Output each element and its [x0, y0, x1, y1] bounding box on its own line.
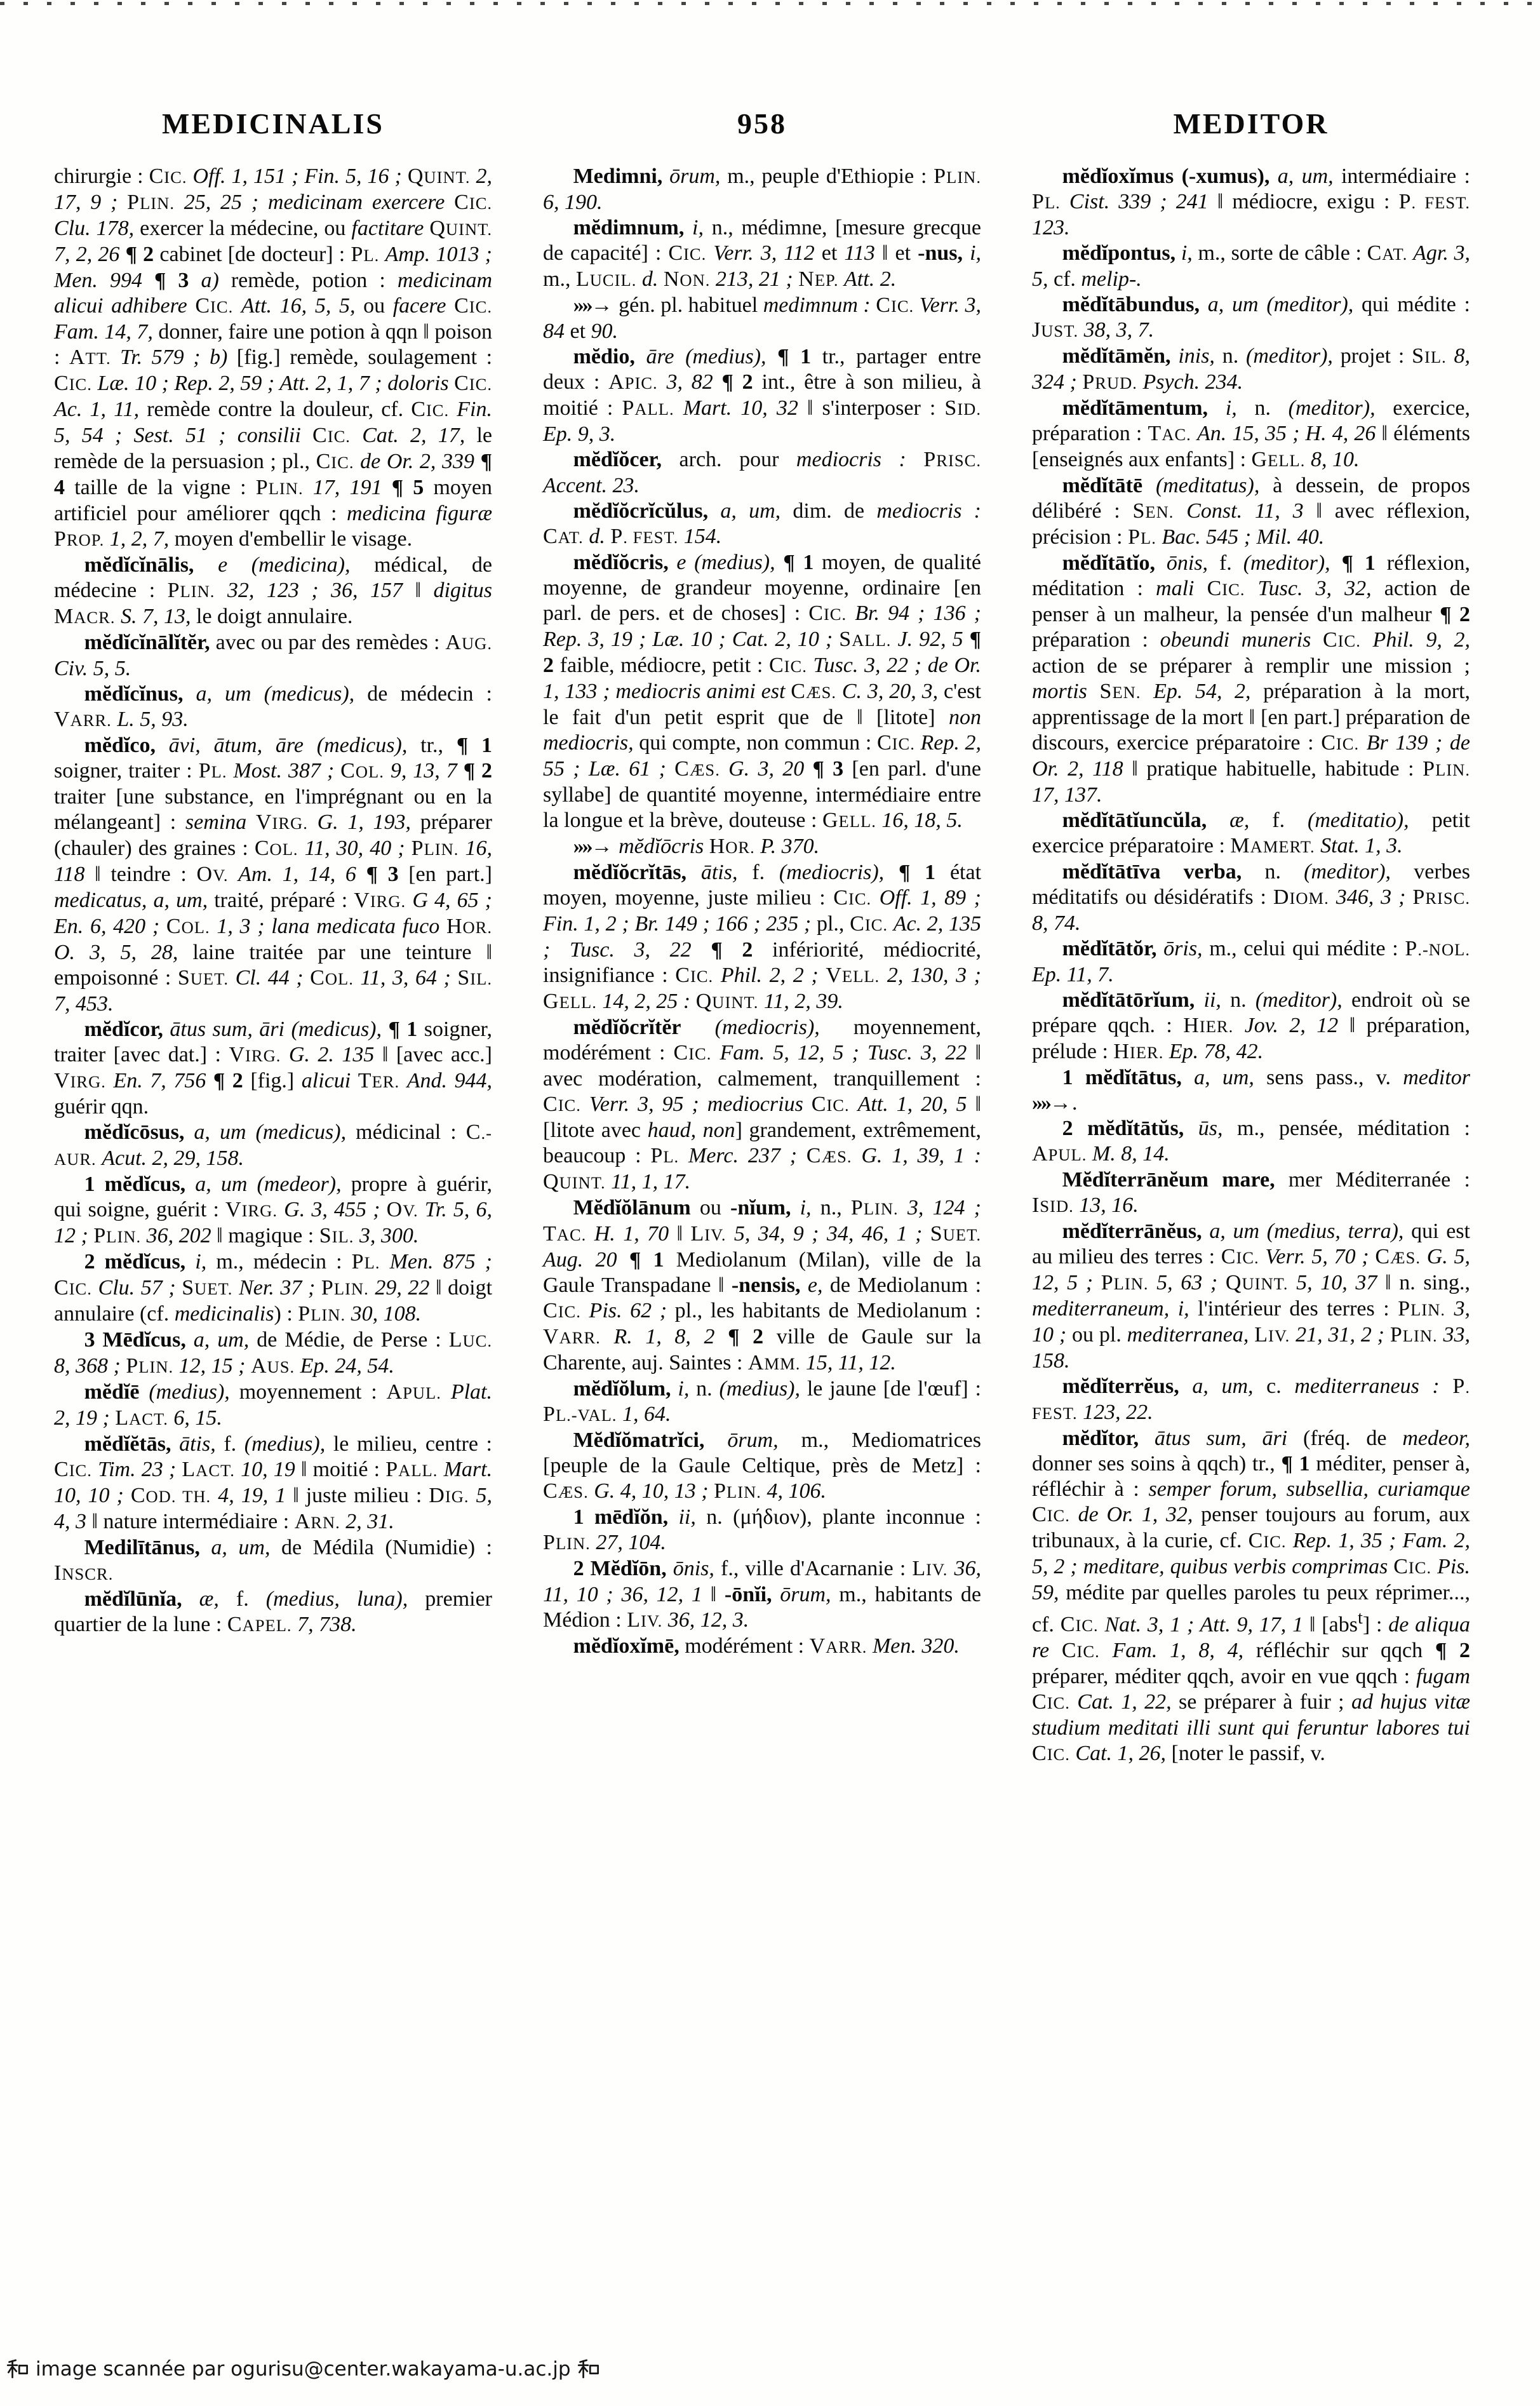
author-abbreviation: VIRG.: [255, 810, 308, 834]
author-abbreviation: LACT.: [115, 1406, 168, 1430]
author-abbreviation: TAC.: [543, 1222, 587, 1246]
author-abbreviation: LIV.: [912, 1557, 948, 1580]
author-abbreviation: MACR.: [54, 605, 116, 628]
author-abbreviation: SIL.: [319, 1224, 354, 1247]
entry-paragraph: 2 mĕdĭtātŭs, ūs, m., pensée, méditation : APUL. M. 8, 14.: [1032, 1117, 1471, 1166]
author-abbreviation: CIC.: [1322, 628, 1361, 652]
author-abbreviation: CIC.: [673, 1041, 712, 1065]
author-abbreviation: LUCIL.: [575, 267, 637, 291]
entry-paragraph: mĕdĭtātĭuncŭla, æ, f. (meditatio), petit exercice préparatoire : MAMERT. Stat. 1, 3.: [1032, 809, 1470, 857]
author-abbreviation: CAT.: [543, 525, 584, 548]
entry-paragraph: mĕdĭtātŏr, ōris, m., celui qui médite : P.-NOL. Ep. 11, 7.: [1032, 937, 1471, 986]
scan-edge-artifacts: [0, 2, 1540, 5]
scanner-credit-footer: [6, 2358, 600, 2381]
entry-paragraph: mĕdĭĕtās, ātis, f. (medius), le milieu, centre : CIC. Tim. 23 ; LACT. 10, 19 ‖ moitié : PALL. Mart. 10, 10 ; COD. TH. 4, 19, 1 ‖ juste milieu : DIG. 5, 4, 3 ‖ nature intermédiaire : ARN. 2, 31.: [54, 1432, 493, 1533]
author-abbreviation: SEN.: [1132, 499, 1174, 523]
author-abbreviation: C.-AUR.: [54, 1120, 492, 1169]
author-abbreviation: CIC.: [454, 372, 493, 395]
author-abbreviation: ARN.: [294, 1510, 340, 1533]
author-abbreviation: VARR.: [543, 1325, 601, 1348]
entry-paragraph: mĕdĭoxĭmus (-xumus), a, um, intermédiaire : PL. Cist. 339 ; 241 ‖ médiocre, exigu : P. FEST. 123.: [1032, 165, 1471, 239]
author-abbreviation: PLIN.: [543, 1531, 591, 1554]
column-1: [54, 164, 492, 1638]
author-abbreviation: VARR.: [809, 1634, 867, 1658]
author-abbreviation: CÆS.: [674, 757, 720, 781]
entry-paragraph: mĕdĭterrānĕus, a, um (medius, terra), qui est au milieu des terres : CIC. Verr. 5, 70 ; CÆS. G. 5, 12, 5 ; PLIN. 5, 63 ; QUINT. 5, 10, 37 ‖ n. sing., mediterraneum, i, l'intérieur des terres : PLIN. 3, 10 ; ou pl. mediterranea, LIV. 21, 31, 2 ; PLIN. 33, 158.: [1032, 1220, 1471, 1373]
author-abbreviation: PROP.: [54, 527, 105, 551]
entry-paragraph: mĕdĭtāmĕn, inis, n. (meditor), projet : SIL. 8, 324 ; PRUD. Psych. 234.: [1032, 344, 1471, 394]
entry-paragraph: mĕdimnum, i, n., médimne, [mesure grecque de capacité] : CIC. Verr. 3, 112 et 113 ‖ et -nus, i, m., LUCIL. d. NON. 213, 21 ; NEP. Att. 2.: [543, 216, 982, 291]
entry-paragraph: mĕdĭco, āvi, ātum, āre (medicus), tr., ¶ 1 soigner, traiter : PL. Most. 387 ; COL. 9, 13, 7 ¶ 2 traiter [une substance, en l'imprégnant ou en la mélangeant] : semina VIRG. G. 1, 193, préparer (chauler) des graines : COL. 11, 30, 40 ; PLIN. 16, 118 ‖ teindre : OV. Am. 1, 14, 6 ¶ 3 [en part.] medicatus, a, um, traité, préparé : VIRG. G 4, 65 ; En. 6, 420 ; COL. 1, 3 ; lana medicata fuco HOR. O. 3, 5, 28, laine traitée par une teinture ‖ empoisonné : SUET. Cl. 44 ; COL. 11, 3, 64 ; SIL. 7, 453.: [54, 734, 493, 1016]
author-abbreviation: CÆS.: [791, 680, 837, 703]
entry-paragraph: mĕdĭoxĭmē, modérément : VARR. Men. 320.: [573, 1634, 960, 1658]
author-abbreviation: CIC.: [454, 294, 492, 318]
author-abbreviation: P.-NOL.: [1405, 937, 1471, 960]
author-abbreviation: COL.: [166, 915, 210, 938]
author-abbreviation: VIRG.: [54, 1069, 106, 1092]
author-abbreviation: ISID.: [1032, 1193, 1074, 1217]
author-abbreviation: PALL.: [385, 1458, 438, 1481]
author-abbreviation: CIC.: [1032, 1742, 1070, 1766]
author-abbreviation: PLIN.: [934, 165, 981, 188]
entry-paragraph: »»→ gén. pl. habituel medimnum : CIC. Verr. 3, 84 et 90.: [543, 293, 981, 343]
entry-paragraph: 1 mĕdĭtātus, a, um, sens pass., v. meditor »»→ .: [1032, 1066, 1471, 1115]
author-abbreviation: VIRG.: [354, 889, 406, 912]
author-abbreviation: CAPEL.: [227, 1613, 292, 1636]
author-abbreviation: CIC.: [876, 731, 915, 755]
author-abbreviation: PLIN.: [167, 579, 215, 602]
author-abbreviation: JUST.: [1032, 318, 1079, 342]
author-abbreviation: CIC.: [833, 886, 872, 910]
author-abbreviation: HOR.: [446, 915, 493, 938]
author-abbreviation: GELL.: [1251, 448, 1306, 471]
author-abbreviation: CIC.: [543, 1092, 581, 1116]
author-abbreviation: LIV.: [1254, 1323, 1290, 1347]
entry-paragraph: mĕdĭcĭnus, a, um (medicus), de médecin : VARR. L. 5, 93.: [54, 682, 492, 731]
author-abbreviation: TAC.: [1148, 422, 1191, 445]
author-abbreviation: QUINT.: [429, 217, 493, 240]
author-abbreviation: PLIN.: [1423, 757, 1470, 781]
author-abbreviation: CIC.: [1032, 1690, 1070, 1714]
entry-paragraph: mĕdĭlūnĭa, æ, f. (medius, luna), premier quartier de la lune : CAPEL. 7, 738.: [54, 1587, 493, 1636]
author-abbreviation: QUINT.: [543, 1170, 606, 1193]
entry-paragraph: mĕdĭŏcer, arch. pour mediocris : PRISC. Accent. 23.: [543, 448, 982, 497]
author-abbreviation: SID.: [944, 396, 981, 420]
author-abbreviation: CIC.: [668, 241, 707, 265]
author-abbreviation: P. FEST.: [610, 525, 679, 548]
author-abbreviation: PL.: [198, 759, 227, 783]
author-abbreviation: CIC.: [411, 398, 450, 421]
author-abbreviation: APUL.: [1032, 1142, 1087, 1166]
remark-arrow-icon: »»→: [1032, 1091, 1069, 1115]
author-abbreviation: QUINT.: [1225, 1271, 1289, 1294]
column-3: [1032, 164, 1470, 1767]
author-abbreviation: DIOM.: [1273, 885, 1329, 909]
entry-paragraph: mĕdĭtābundus, a, um (meditor), qui médite : JUST. 38, 3, 7.: [1032, 293, 1470, 342]
entry-paragraph: Mĕdĭŏlānum ou -nĭum, i, n., PLIN. 3, 124 ; TAC. H. 1, 70 ‖ LIV. 5, 34, 9 ; 34, 46, 1 ; SUET. Aug. 20 ¶ 1 Mediolanum (Milan), ville de la Gaule Transpadane ‖ -nensis, e, de Mediolanum : CIC. Pis. 62 ; pl., les habitants de Mediolanum : VARR. R. 1, 8, 2 ¶ 2 ville de Gaule sur la Charente, auj. Saintes : AMM. 15, 11, 12.: [543, 1196, 982, 1374]
author-abbreviation: VARR.: [54, 708, 112, 731]
author-abbreviation: NEP.: [798, 267, 839, 291]
author-abbreviation: HOR.: [709, 835, 755, 858]
author-abbreviation: CIC.: [312, 424, 351, 447]
entry-paragraph: mĕdĭtāmentum, i, n. (meditor), exercice, préparation : TAC. An. 15, 35 ; H. 4, 26 ‖ éléments [enseignés aux enfants] : GELL. 8, 10.: [1032, 396, 1471, 471]
entry-paragraph: mĕdio, āre (medius), ¶ 1 tr., partager entre deux : APIC. 3, 82 ¶ 2 int., être à son milieu, à moitié : PALL. Mart. 10, 32 ‖ s'interposer : SID. Ep. 9, 3.: [543, 345, 981, 446]
author-abbreviation: PLIN.: [1389, 1323, 1438, 1347]
author-abbreviation: SUET.: [177, 966, 229, 990]
author-abbreviation: SUET.: [182, 1276, 233, 1300]
author-abbreviation: PLIN.: [255, 476, 304, 499]
author-abbreviation: HIER.: [1183, 1014, 1234, 1037]
author-abbreviation: VELL.: [826, 964, 880, 987]
entry-paragraph: mĕdĭē (medius), moyennement : APUL. Plat. 2, 19 ; LACT. 6, 15.: [54, 1380, 492, 1430]
remark-arrow-icon: »»→: [573, 835, 611, 858]
author-abbreviation: PLIN.: [126, 1354, 174, 1378]
author-abbreviation: CIC.: [54, 1276, 92, 1300]
author-abbreviation: PL.: [650, 1144, 680, 1167]
author-abbreviation: LIV.: [627, 1608, 663, 1632]
author-abbreviation: PLIN.: [850, 1196, 899, 1220]
author-abbreviation: CIC.: [195, 294, 234, 318]
author-abbreviation: PLIN.: [1101, 1271, 1149, 1294]
entry-paragraph: mĕdĭŏcrĭtās, ātis, f. (mediocris), ¶ 1 état moyen, moyenne, juste milieu : CIC. Off. 1, 89 ; Fin. 1, 2 ; Br. 149 ; 166 ; 235 ; pl., CIC. Ac. 2, 135 ; Tusc. 3, 22 ¶ 2 infériorité, médiocrité, insignifiance : CIC. Phil. 2, 2 ; VELL. 2, 130, 3 ; GELL. 14, 2, 25 : QUINT. 11, 2, 39.: [543, 861, 982, 1013]
entry-paragraph: mĕdĭtātĭo, ōnis, f. (meditor), ¶ 1 réflexion, méditation : mali CIC. Tusc. 3, 32, action de penser à un malheur, la pensée d'un malheur ¶ 2 préparation : obeundi muneris CIC. Phil. 9, 2, action de se préparer à remplir une mission ; mortis SEN. Ep. 54, 2, préparation à la mort, apprentissage de la mort ‖ [en part.] préparation de discours, exercice préparatoire : CIC. Br 139 ; de Or. 2, 118 ‖ pratique habituelle, habitude : PLIN. 17, 137.: [1032, 551, 1471, 807]
author-abbreviation: SALL.: [839, 628, 892, 651]
author-abbreviation: LACT.: [182, 1458, 235, 1481]
entry-paragraph: mĕdĭcor, ātus sum, āri (medicus), ¶ 1 soigner, traiter [avec dat.] : VIRG. G. 2. 135 ‖ [avec acc.] VIRG. En. 7, 756 ¶ 2 [fig.] alicui TER. And. 944, guérir qqn.: [54, 1018, 493, 1119]
author-abbreviation: AUS.: [250, 1354, 295, 1378]
entry-paragraph: Mĕdĭterrānĕum mare, mer Méditerranée : ISID. 13, 16.: [1032, 1168, 1470, 1217]
author-abbreviation: P. FEST.: [1398, 190, 1471, 213]
entry-paragraph: mĕdĭŏcrĭtĕr (mediocris), moyennement, modérément : CIC. Fam. 5, 12, 5 ; Tusc. 3, 22 ‖ avec modération, calmement, tranquillement : CIC. Verr. 3, 95 ; mediocrius CIC. Att. 1, 20, 5 ‖ [litote avec haud, non] grandement, extrêmement, beaucoup : PL. Merc. 237 ; CÆS. G. 1, 39, 1 : QUINT. 11, 1, 17.: [543, 1016, 982, 1193]
author-abbreviation: CIC.: [1393, 1555, 1432, 1578]
author-abbreviation: CIC.: [54, 1458, 92, 1481]
author-abbreviation: CIC.: [808, 602, 847, 625]
author-abbreviation: CIC.: [1032, 1503, 1070, 1526]
author-abbreviation: AMM.: [747, 1351, 801, 1374]
entry-paragraph: 3 Mēdĭcus, a, um, de Médie, de Perse : LUC. 8, 368 ; PLIN. 12, 15 ; AUS. Ep. 24, 54.: [54, 1328, 493, 1378]
entry-paragraph: »»→ mĕdĭōcris HOR. P. 370.: [573, 835, 820, 858]
author-abbreviation: PL.: [1128, 525, 1156, 549]
author-abbreviation: NON.: [663, 267, 711, 291]
author-abbreviation: CIC.: [1061, 1639, 1100, 1663]
author-abbreviation: INSCR.: [54, 1561, 114, 1585]
author-abbreviation: CIC.: [876, 293, 914, 317]
entry-paragraph: 2 Mĕdĭōn, ōnis, f., ville d'Acarnanie : LIV. 36, 11, 10 ; 36, 12, 1 ‖ -ōnĭi, ōrum, m., habitants de Médion : LIV. 36, 12, 3.: [543, 1557, 982, 1632]
author-abbreviation: LIV.: [690, 1222, 726, 1246]
author-abbreviation: VIRG.: [225, 1198, 278, 1221]
author-abbreviation: PLIN.: [93, 1224, 142, 1247]
author-abbreviation: CAT.: [1367, 241, 1408, 265]
entry-paragraph: mĕdĭŏcrĭcŭlus, a, um, dim. de mediocris : CAT. d. P. FEST. 154.: [543, 499, 981, 548]
author-abbreviation: CIC.: [316, 450, 354, 473]
author-abbreviation: PL.: [1032, 190, 1061, 213]
author-abbreviation: QUINT.: [407, 165, 471, 188]
entry-paragraph: Medilītānus, a, um, de Médila (Numidie) : INSCR.: [54, 1536, 492, 1585]
author-abbreviation: CIC.: [1207, 577, 1245, 600]
entry-paragraph: Medimni, ōrum, m., peuple d'Ethiopie : PLIN. 6, 190.: [543, 165, 981, 214]
author-abbreviation: OV.: [386, 1198, 418, 1221]
author-abbreviation: SIL.: [457, 966, 492, 990]
author-abbreviation: GELL.: [543, 990, 597, 1013]
author-abbreviation: COL.: [340, 759, 384, 783]
entry-paragraph: mĕdĭterrĕus, a, um, c. mediterraneus : P. FEST. 123, 22.: [1032, 1374, 1470, 1424]
author-abbreviation: QUINT.: [695, 990, 759, 1013]
author-abbreviation: HIER.: [1113, 1040, 1164, 1063]
author-abbreviation: PALL.: [622, 396, 674, 420]
kanji-wa-icon: [577, 2358, 600, 2381]
author-abbreviation: PRISC.: [1412, 885, 1471, 909]
author-abbreviation: APIC.: [608, 370, 658, 394]
entry-paragraph: mĕdĭtātōrĭum, ii, n. (meditor), endroit où se prépare qqch. : HIER. Jov. 2, 12 ‖ préparation, prélude : HIER. Ep. 78, 42.: [1032, 988, 1471, 1063]
author-abbreviation: COD. TH.: [130, 1484, 211, 1507]
author-abbreviation: PL.: [351, 243, 380, 266]
entry-paragraph: mĕdĭpontus, i, m., sorte de câble : CAT. Agr. 3, 5, cf. melip-.: [1032, 241, 1471, 291]
author-abbreviation: CIC.: [811, 1092, 850, 1116]
page-number: 958: [737, 107, 787, 140]
entry-paragraph: 1 mĕdĭcus, a, um (medeor), propre à guérir, qui soigne, guérit : VIRG. G. 3, 455 ; OV. Tr. 5, 6, 12 ; PLIN. 36, 202 ‖ magique : SIL. 3, 300.: [54, 1173, 493, 1247]
author-abbreviation: COL.: [254, 837, 298, 860]
entry-paragraph: mĕdĭŏcris, e (medius), ¶ 1 moyen, de qualité moyenne, de grandeur moyenne, ordinaire [en parl. de pers. et de choses] : CIC. Br. 94 ; 136 ; Rep. 3, 19 ; Læ. 10 ; Cat. 2, 10 ; SALL. J. 92, 5 ¶ 2 faible, médiocre, petit : CIC. Tusc. 3, 22 ; de Or. 1, 133 ; mediocris animi est CÆS. C. 3, 20, 3, c'est le fait d'un petit esprit que de ‖ [litote] non mediocris, qui compte, non commun : CIC. Rep. 2, 55 ; Læ. 61 ; CÆS. G. 3, 20 ¶ 3 [en parl. d'une syllabe] de quantité moyenne, intermédiaire entre la longue et la brève, douteuse : GELL. 16, 18, 5.: [543, 551, 982, 832]
scanner-credit-text: image scannée par ogurisu@center.wakayama-u.ac.jp: [36, 2358, 571, 2381]
author-abbreviation: MAMERT.: [1230, 834, 1315, 857]
author-abbreviation: CIC.: [850, 912, 888, 936]
author-abbreviation: CIC.: [1321, 731, 1360, 755]
running-head-left: MEDICINALIS: [162, 107, 384, 140]
entry-paragraph: 2 mĕdĭcus, i, m., médecin : PL. Men. 875 ; CIC. Clu. 57 ; SUET. Ner. 37 ; PLIN. 29, 22 ‖ doigt annulaire (cf. medicinalis) : PLIN. 30, 108.: [54, 1250, 493, 1326]
entry-paragraph: 1 mēdĭŏn, ii, n. (μήδιον), plante inconnue : PLIN. 27, 104.: [543, 1505, 981, 1554]
author-abbreviation: APUL.: [386, 1380, 441, 1404]
entry-paragraph: mĕdĭcōsus, a, um (medicus), médicinal : C.-AUR. Acut. 2, 29, 158.: [54, 1120, 492, 1170]
author-abbreviation: SIL.: [1412, 344, 1447, 368]
author-abbreviation: LUC.: [448, 1328, 493, 1352]
author-abbreviation: CÆS.: [806, 1144, 852, 1167]
author-abbreviation: ATT.: [69, 346, 111, 369]
entry-paragraph: mĕdĭŏlum, i, n. (medius), le jaune [de l'œuf] : PL.-VAL. 1, 64.: [543, 1377, 982, 1426]
entry-paragraph: mĕdĭtātīva verba, n. (meditor), verbes méditatifs ou désidératifs : DIOM. 346, 3 ; PRISC. 8, 74.: [1032, 860, 1471, 935]
author-abbreviation: PRUD.: [1082, 370, 1137, 394]
author-abbreviation: PRISC.: [923, 448, 982, 471]
author-abbreviation: PLIN.: [1398, 1297, 1446, 1321]
author-abbreviation: SUET.: [930, 1222, 982, 1246]
entry-paragraph: mĕdĭcĭnālis, e (medicina), médical, de médecine : PLIN. 32, 123 ; 36, 157 ‖ digitus MACR. S. 7, 13, le doigt annulaire.: [54, 553, 493, 628]
author-abbreviation: PLIN.: [298, 1302, 346, 1326]
author-abbreviation: PLIN.: [321, 1276, 369, 1300]
entry-paragraph: chirurgie : CIC. Off. 1, 151 ; Fin. 5, 16 ; QUINT. 2, 17, 9 ; PLIN. 25, 25 ; medicinam exercere CIC. Clu. 178, exercer la médecine, ou factitare QUINT. 7, 2, 26 ¶ 2 cabinet [de docteur] : PL. Amp. 1013 ; Men. 994 ¶ 3 a) remède, potion : medicinam alicui adhibere CIC. Att. 16, 5, 5, ou facere CIC. Fam. 14, 7, donner, faire une potion à qqn ‖ poison : ATT. Tr. 579 ; b) [fig.] remède, soulagement : CIC. Læ. 10 ; Rep. 2, 59 ; Att. 2, 1, 7 ; doloris CIC. Ac. 1, 11, remède contre la douleur, cf. CIC. Fin. 5, 54 ; Sest. 51 ; consilii CIC. Cat. 2, 17, le remède de la persuasion ; pl., CIC. de Or. 2, 339 ¶ 4 taille de la vigne : PLIN. 17, 191 ¶ 5 moyen artificiel pour améliorer qqch : medicina figuræ PROP. 1, 2, 7, moyen d'embellir le visage.: [54, 165, 493, 551]
author-abbreviation: PL.-VAL.: [543, 1402, 617, 1426]
column-2: [543, 164, 981, 1660]
author-abbreviation: TER.: [358, 1069, 400, 1092]
entry-paragraph: Mĕdĭŏmatrĭci, ōrum, m., Mediomatrices [peuple de la Gaule Celtique, près de Metz] : CÆS. G. 4, 10, 13 ; PLIN. 4, 106.: [543, 1428, 981, 1503]
running-head-right: MEDITOR: [1173, 107, 1329, 140]
remark-arrow-icon: »»→: [573, 293, 611, 317]
author-abbreviation: CIC.: [1060, 1613, 1099, 1637]
author-abbreviation: CÆS.: [543, 1479, 589, 1503]
entry-paragraph: mĕdĭcĭnālĭtĕr, avec ou par des remèdes : AUG. Civ. 5, 5.: [54, 631, 492, 680]
author-abbreviation: CIC.: [54, 372, 92, 395]
author-abbreviation: CIC.: [1248, 1529, 1287, 1552]
author-abbreviation: CIC.: [149, 165, 187, 188]
author-abbreviation: GELL.: [822, 809, 876, 832]
entry-paragraph: mĕdĭtor, ātus sum, āri (fréq. de medeor, donner ses soins à qqch) tr., ¶ 1 méditer, penser à, réfléchir à : semper forum, subsellia, curiamque CIC. de Or. 1, 32, penser toujours au forum, aux tribunaux, à la curie, cf. CIC. Rep. 1, 35 ; Fam. 2, 5, 2 ; meditare, quibus verbis comprimas CIC. Pis. 59, médite par quelles paroles tu peux réprimer..., cf. CIC. Nat. 3, 1 ; Att. 9, 17, 1 ‖ [abs$^t$] : de aliqua re CIC. Fam. 1, 8, 4, réfléchir sur qqch ¶ 2 préparer, méditer qqch, avoir en vue qqch : fugam CIC. Cat. 1, 22, se préparer à fuir ; ad hujus vitæ studium meditati illi sunt qui feruntur labores tui CIC. Cat. 1, 26, [noter le passif, v.: [1032, 1427, 1471, 1766]
author-abbreviation: DIG.: [429, 1484, 469, 1507]
author-abbreviation: PLIN.: [411, 837, 459, 860]
author-abbreviation: CIC.: [1221, 1245, 1259, 1268]
author-abbreviation: P. FEST.: [1032, 1374, 1470, 1423]
author-abbreviation: PL.: [351, 1250, 380, 1274]
author-abbreviation: CÆS.: [1375, 1245, 1421, 1268]
author-abbreviation: CIC.: [768, 654, 807, 677]
entry-paragraph: mĕdĭtātē (meditatus), à dessein, de propos délibéré : SEN. Const. 11, 3 ‖ avec réflexion, précision : PL. Bac. 545 ; Mil. 40.: [1032, 474, 1471, 549]
author-abbreviation: CIC.: [675, 964, 714, 987]
author-abbreviation: VIRG.: [229, 1043, 281, 1066]
kanji-wa-icon: [6, 2358, 29, 2381]
author-abbreviation: SEN.: [1099, 680, 1141, 703]
author-abbreviation: COL.: [310, 966, 354, 990]
author-abbreviation: CIC.: [454, 191, 493, 214]
author-abbreviation: CIC.: [543, 1299, 581, 1322]
author-abbreviation: PLIN.: [127, 191, 175, 214]
author-abbreviation: AUG.: [445, 631, 492, 654]
author-abbreviation: PLIN.: [714, 1479, 761, 1503]
author-abbreviation: OV.: [196, 863, 229, 886]
